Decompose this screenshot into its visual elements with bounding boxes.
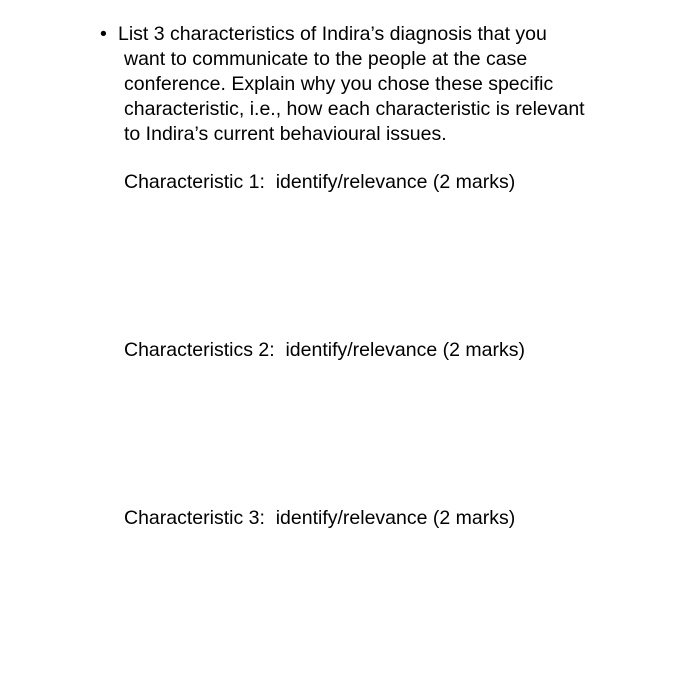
characteristic-1-heading: Characteristic 1: identify/relevance (2 marks) xyxy=(124,171,516,193)
characteristic-2-heading: Characteristics 2: identify/relevance (2 marks) xyxy=(124,339,525,361)
question-line-1: List 3 characteristics of Indira’s diagnosis that you xyxy=(118,23,547,45)
characteristic-1-answer-area[interactable] xyxy=(124,200,624,330)
characteristic-3-heading: Characteristic 3: identify/relevance (2 marks) xyxy=(124,507,516,529)
question-text xyxy=(118,22,660,147)
question-line-3: conference. Explain why you chose these specific xyxy=(124,73,554,95)
question-line-4: characteristic, i.e., how each characteristic is relevant xyxy=(124,98,585,120)
bullet-glyph: • xyxy=(100,23,107,45)
characteristic-2-answer-area[interactable] xyxy=(124,368,624,498)
question-block xyxy=(100,22,660,147)
characteristic-3-answer-area[interactable] xyxy=(124,536,624,666)
question-line-5: to Indira’s current behavioural issues. xyxy=(124,123,447,145)
question-line-2: want to communicate to the people at the case xyxy=(124,48,528,70)
